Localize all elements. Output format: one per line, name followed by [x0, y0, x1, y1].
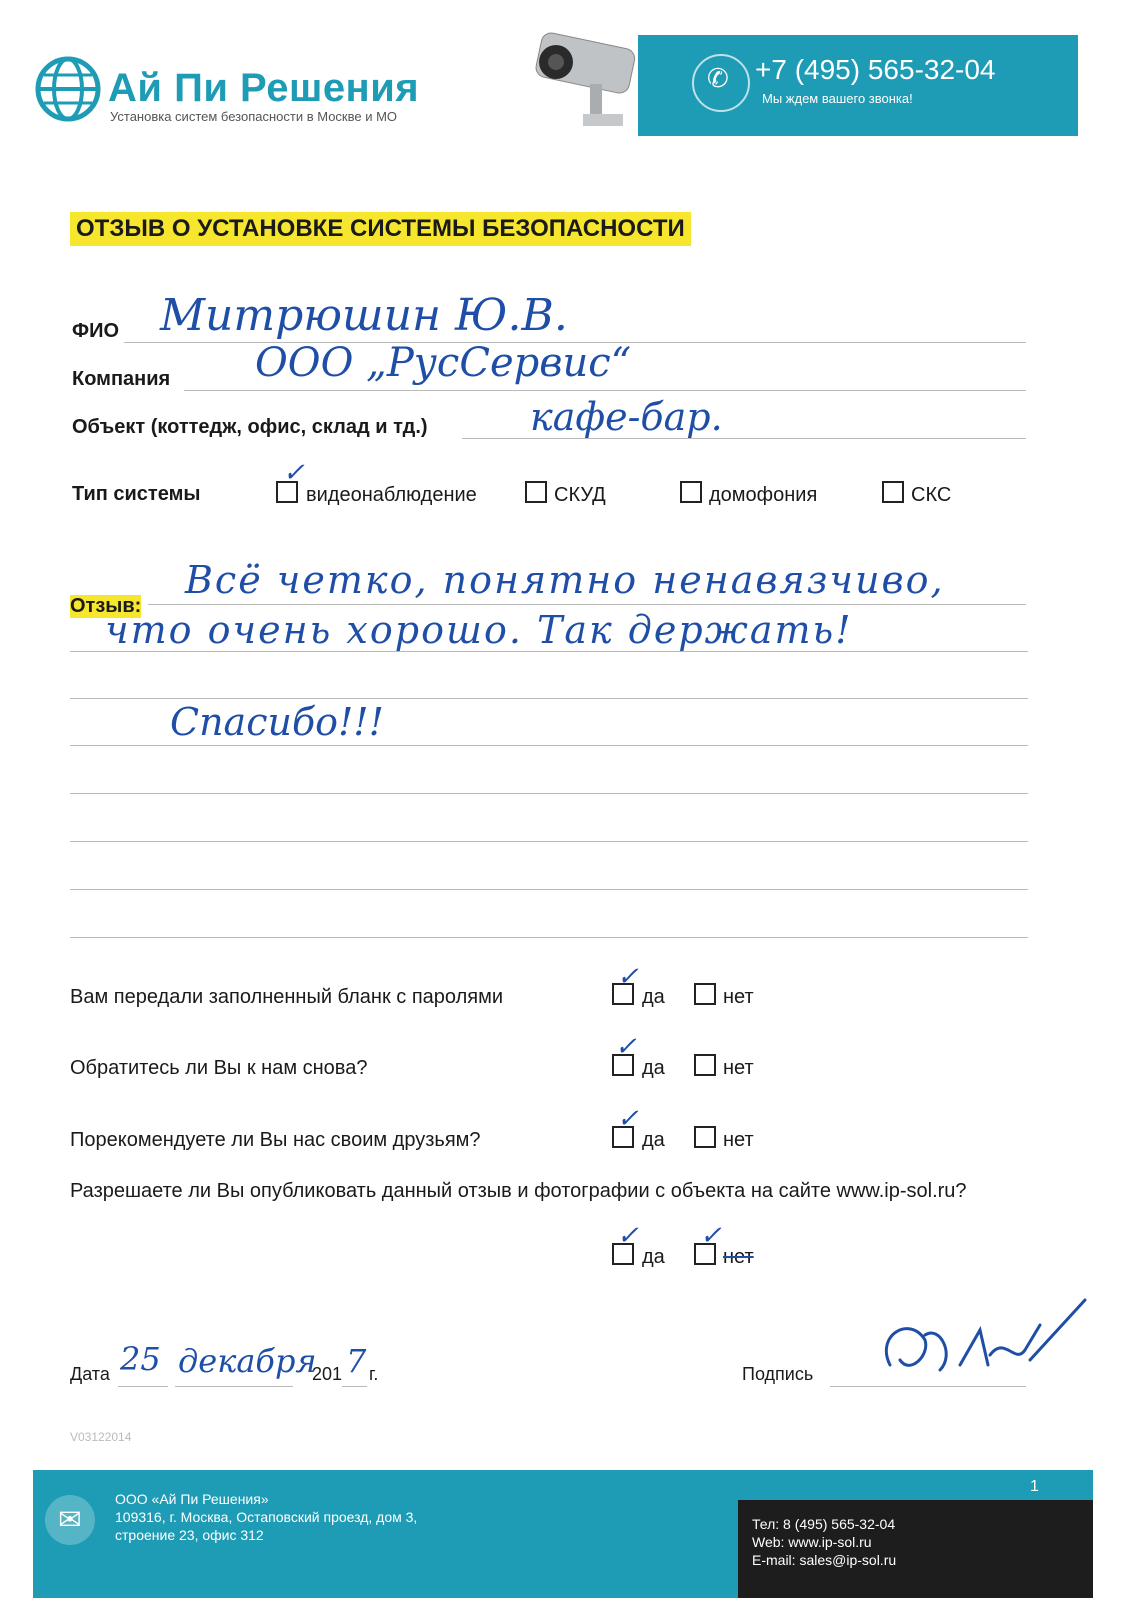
review-line-3: [70, 698, 1028, 699]
date-day-value: 25: [120, 1340, 161, 1378]
review-text-3: Спасибо!!!: [170, 700, 384, 744]
date-year-line: [342, 1386, 367, 1387]
year-digit-value: 7: [346, 1342, 367, 1380]
document-title: ОТЗЫВ О УСТАНОВКЕ СИСТЕМЫ БЕЗОПАСНОСТИ: [70, 212, 691, 246]
phone-number: +7 (495) 565-32-04: [755, 54, 996, 85]
system-type-label: Тип системы: [72, 483, 201, 505]
system-checkbox-sks[interactable]: [882, 481, 904, 503]
question-passwords: Вам передали заполненный бланк с паролями: [70, 986, 503, 1008]
footer-web: Web: www.ip-sol.ru: [752, 1534, 872, 1550]
footer-envelope-icon: ✉: [45, 1495, 95, 1545]
passwords-yes-label: да: [642, 986, 665, 1008]
passwords-no-checkbox[interactable]: [694, 983, 716, 1005]
globe-logo-icon: [34, 55, 102, 123]
check-mark-icon: ✓: [617, 1221, 639, 1251]
check-mark-icon: ✓: [615, 1032, 637, 1062]
company-tagline: Установка систем безопасности в Москве и МО: [110, 109, 398, 124]
fio-label: ФИО: [72, 320, 120, 342]
review-line-5: [70, 793, 1028, 794]
system-option-video: видеонаблюдение: [306, 484, 477, 506]
check-mark-icon: ✓: [700, 1221, 722, 1251]
return-no-label: нет: [723, 1057, 754, 1079]
object-label: Объект (коттедж, офис, склад и тд.): [72, 416, 428, 438]
date-label: Дата: [70, 1364, 110, 1384]
footer-tel: Тел: 8 (495) 565-32-04: [752, 1516, 896, 1532]
year-suffix: г.: [369, 1364, 379, 1384]
check-mark-icon: ✓: [283, 458, 305, 488]
company-line: [184, 390, 1026, 391]
review-line-8: [70, 937, 1028, 938]
review-line-4: [70, 745, 1028, 746]
publish-yes-label: да: [642, 1246, 665, 1268]
footer-address-1: 109316, г. Москва, Остаповский проезд, дом 3,: [115, 1509, 418, 1525]
review-line-6: [70, 841, 1028, 842]
company-label: Компания: [72, 368, 171, 390]
signature-label: Подпись: [742, 1364, 814, 1384]
page-number: 1: [1030, 1478, 1039, 1495]
company-logo-text: Ай Пи Решения: [108, 66, 420, 110]
object-value: кафе-бар.: [530, 395, 723, 439]
passwords-no-label: нет: [723, 986, 754, 1008]
system-checkbox-intercom[interactable]: [680, 481, 702, 503]
check-mark-icon: ✓: [617, 1104, 639, 1134]
system-option-skud: СКУД: [554, 484, 606, 506]
date-month-line: [175, 1386, 293, 1387]
review-label: Отзыв:: [70, 595, 142, 617]
return-no-checkbox[interactable]: [694, 1054, 716, 1076]
version-code: V03122014: [70, 1430, 132, 1444]
system-option-sks: СКС: [911, 484, 952, 506]
review-text-2: что очень хорошо. Так держать!: [105, 608, 853, 652]
question-recommend: Порекомендуете ли Вы нас своим друзьям?: [70, 1129, 481, 1151]
publish-no-label: нет: [723, 1246, 754, 1268]
handwritten-signature: [870, 1295, 1090, 1395]
system-option-intercom: домофония: [709, 484, 818, 506]
year-prefix: 201: [312, 1364, 343, 1384]
question-publish: Разрешаете ли Вы опубликовать данный отзыв и фотографии с объекта на сайте www.ip-sol.ru?: [70, 1180, 967, 1202]
recommend-no-checkbox[interactable]: [694, 1126, 716, 1148]
review-line-7: [70, 889, 1028, 890]
date-month-value: декабря: [178, 1342, 317, 1380]
question-return: Обратитесь ли Вы к нам снова?: [70, 1057, 368, 1079]
phone-icon: ✆: [707, 64, 729, 94]
recommend-no-label: нет: [723, 1129, 754, 1151]
review-line-1: [148, 604, 1026, 605]
recommend-yes-label: да: [642, 1129, 665, 1151]
fio-value: Митрюшин Ю.В.: [160, 290, 568, 341]
date-day-line: [118, 1386, 168, 1387]
return-yes-label: да: [642, 1057, 665, 1079]
security-camera-icon: [528, 22, 648, 132]
footer-address-2: строение 23, офис 312: [115, 1527, 264, 1543]
system-checkbox-skud[interactable]: [525, 481, 547, 503]
company-value: ООО „РусСервис“: [255, 340, 632, 386]
footer-email: E-mail: sales@ip-sol.ru: [752, 1552, 897, 1568]
footer-company: ООО «Ай Пи Решения»: [115, 1491, 269, 1507]
phone-note: Мы ждем вашего звонка!: [762, 91, 913, 106]
review-text-1: Всё четко, понятно ненавязчиво,: [185, 558, 945, 602]
check-mark-icon: ✓: [617, 962, 639, 992]
